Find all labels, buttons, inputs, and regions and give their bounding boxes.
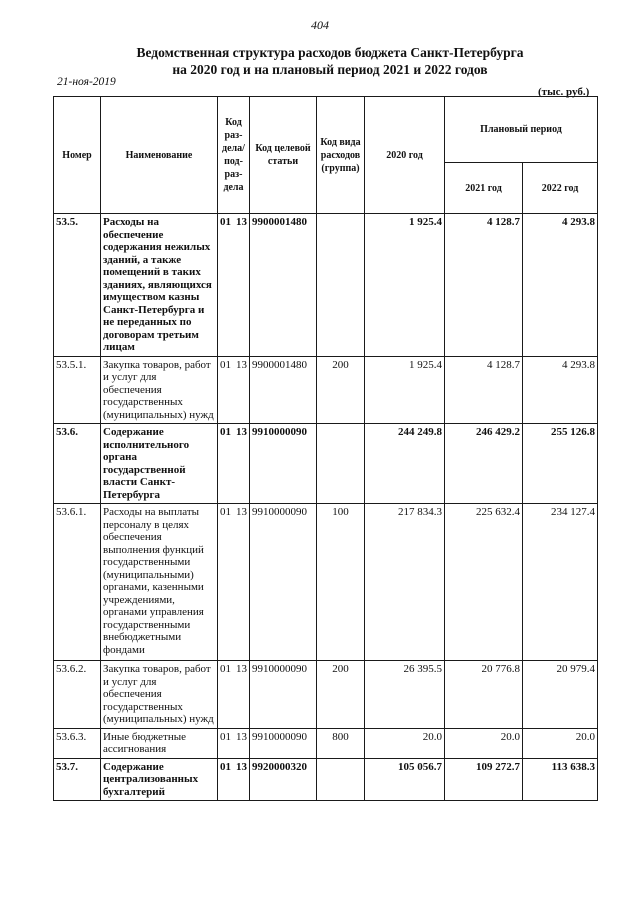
table-row — [54, 356, 598, 424]
row-amount-2021: 4 128.7 — [445, 356, 523, 424]
row-subsection-code: 13 — [236, 663, 247, 675]
row-name: Содержание исполнительного органа государственной власти Санкт-Петербурга — [101, 424, 218, 504]
row-amount-2022: 20 979.4 — [523, 661, 598, 729]
row-name: Иные бюджетные ассигнования — [101, 728, 218, 758]
table-row — [54, 758, 598, 801]
header-planned-period: Плановый период — [445, 97, 598, 163]
row-number: 53.5.1. — [54, 356, 101, 424]
row-name: Содержание централизованных бухгалтерий — [101, 758, 218, 801]
row-amount-2021: 20 776.8 — [445, 661, 523, 729]
header-2021: 2021 год — [445, 163, 523, 214]
header-2022: 2022 год — [523, 163, 598, 214]
row-section — [218, 214, 250, 357]
row-amount-2022: 4 293.8 — [523, 214, 598, 357]
row-name: Закупка товаров, работ и услуг для обеспечения государственных (муниципальных) нужд — [101, 356, 218, 424]
row-amount-2020: 244 249.8 — [365, 424, 445, 504]
row-target-code: 9920000320 — [250, 758, 317, 801]
row-expense-type — [317, 214, 365, 357]
table-row — [54, 661, 598, 729]
row-section — [218, 758, 250, 801]
header-expense-type: Код вида расходов (группа) — [317, 97, 365, 214]
page-number: 404 — [311, 18, 329, 32]
row-section — [218, 728, 250, 758]
row-section-code: 01 — [220, 663, 231, 675]
row-section-code: 01 — [220, 358, 231, 371]
row-section-code: 01 — [220, 506, 231, 518]
row-number: 53.7. — [54, 758, 101, 801]
row-number: 53.6. — [54, 424, 101, 504]
row-number: 53.5. — [54, 214, 101, 357]
row-name: Закупка товаров, работ и услуг для обеспечения государственных (муниципальных) нужд — [101, 661, 218, 729]
row-section — [218, 356, 250, 424]
row-amount-2020: 1 925.4 — [365, 214, 445, 357]
table-body — [54, 214, 598, 801]
row-number: 53.6.3. — [54, 728, 101, 758]
row-subsection-code: 13 — [236, 358, 247, 371]
row-number: 53.6.1. — [54, 504, 101, 661]
row-section-code: 01 — [220, 216, 231, 228]
row-subsection-code: 13 — [236, 216, 247, 228]
table-row — [54, 424, 598, 504]
row-expense-type: 800 — [317, 728, 365, 758]
row-amount-2020: 217 834.3 — [365, 504, 445, 661]
row-amount-2020: 105 056.7 — [365, 758, 445, 801]
row-expense-type — [317, 758, 365, 801]
row-section-code: 01 — [220, 730, 231, 743]
row-amount-2021: 225 632.4 — [445, 504, 523, 661]
row-amount-2022: 4 293.8 — [523, 356, 598, 424]
title-line-2: на 2020 год и на плановый период 2021 и 2022 годов — [172, 62, 488, 77]
row-target-code: 9900001480 — [250, 356, 317, 424]
row-target-code: 9910000090 — [250, 728, 317, 758]
row-subsection-code: 13 — [236, 730, 247, 743]
header-section: Код раз-дела/ под-раз-дела — [218, 97, 250, 214]
units-label: (тыс. руб.) — [538, 86, 590, 98]
row-amount-2021: 109 272.7 — [445, 758, 523, 801]
row-amount-2022: 113 638.3 — [523, 758, 598, 801]
row-amount-2020: 26 395.5 — [365, 661, 445, 729]
row-amount-2022: 234 127.4 — [523, 504, 598, 661]
row-amount-2021: 246 429.2 — [445, 424, 523, 504]
row-expense-type: 200 — [317, 661, 365, 729]
header-2020: 2020 год — [365, 97, 445, 214]
row-subsection-code: 13 — [236, 506, 247, 518]
row-target-code: 9900001480 — [250, 214, 317, 357]
row-expense-type: 100 — [317, 504, 365, 661]
title-line-1: Ведомственная структура расходов бюджета Санкт-Петербурга — [136, 45, 524, 60]
document-date: 21-ноя-2019 — [57, 76, 116, 88]
row-target-code: 9910000090 — [250, 424, 317, 504]
header-target: Код целевой статьи — [250, 97, 317, 214]
row-amount-2021: 4 128.7 — [445, 214, 523, 357]
row-section-code: 01 — [220, 760, 231, 773]
row-amount-2021: 20.0 — [445, 728, 523, 758]
budget-table — [53, 96, 598, 801]
row-amount-2020: 1 925.4 — [365, 356, 445, 424]
row-amount-2022: 255 126.8 — [523, 424, 598, 504]
row-section-code: 01 — [220, 426, 231, 438]
header-number: Номер — [54, 97, 101, 214]
row-target-code: 9910000090 — [250, 661, 317, 729]
row-number: 53.6.2. — [54, 661, 101, 729]
row-section — [218, 504, 250, 661]
row-amount-2022: 20.0 — [523, 728, 598, 758]
row-name: Расходы на выплаты персоналу в целях обеспечения выполнения функций государственными (муниципальными) органами, казенными учреждениями, органами управления государственными внебюджетными фондами — [101, 504, 218, 661]
row-name: Расходы на обеспечение содержания нежилых зданий, а также помещений в таких зданиях, являющихся имуществом казны Санкт-Петербурга и не переданных по договорам третьим лицам — [101, 214, 218, 357]
row-section — [218, 424, 250, 504]
row-expense-type: 200 — [317, 356, 365, 424]
table-row — [54, 214, 598, 357]
row-section — [218, 661, 250, 729]
row-expense-type — [317, 424, 365, 504]
row-subsection-code: 13 — [236, 426, 247, 438]
row-target-code: 9910000090 — [250, 504, 317, 661]
header-name: Наименование — [101, 97, 218, 214]
row-subsection-code: 13 — [236, 760, 247, 773]
table-row — [54, 728, 598, 758]
document-title — [60, 44, 600, 78]
row-amount-2020: 20.0 — [365, 728, 445, 758]
table-row — [54, 504, 598, 661]
